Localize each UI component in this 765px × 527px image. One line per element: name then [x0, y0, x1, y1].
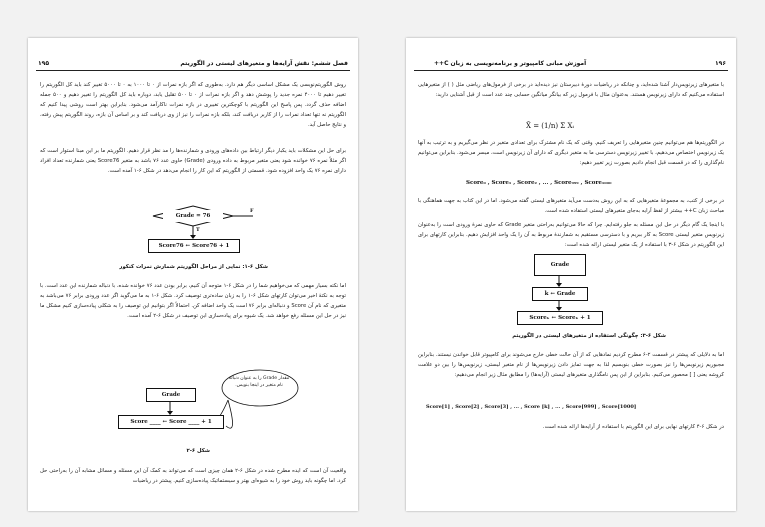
box-k-assign: k ← Grade — [532, 287, 588, 301]
box-score-blank-increment: Score ____ ← Score ____ + 1 — [118, 415, 224, 429]
box-grade-input: Grade — [146, 388, 196, 402]
label-false: F — [250, 208, 254, 214]
caption-figure-6-3: شکل ۶-۳: چگونگی استفاده از متغیرهای لیستی در الگوریتم — [512, 333, 666, 339]
right-paragraph-5: اما به دلایلی که پیشتر در قسمت ۲-۶ مطرح کردیم نمادهایی که از آن حالت خطی خارج می‌شوند برای کامپیوتر قابل خواندن نیستند. بنابراین مجبوریم زیرنویس‌ها را نیز بصورت خطی بنویسیم لذا به جهت تمایز دادن زیرنویس‌ها از نام متغیر لیستی، زیرنویس‌ها را بین دو علامت کروشه یعنی [ ] محصور می‌کنیم. بنابراین از این پس نامگذاری متغیرهای لیستی (آرایه‌ها) را مطابق مثال زیر انجام می‌دهیم: — [418, 352, 724, 378]
left-page-header-title: فصل ششم: نقش آرایه‌ها و متغیرهای لیستی در الگوریتم — [180, 60, 348, 67]
caption-figure-6-1: شکل ۶-۱: نمایی از مراحل الگوریتم شمارش نمرات کنکور — [119, 264, 268, 270]
box-grade-read: Grade — [534, 254, 586, 276]
right-page-number: ۱۹۶ — [715, 60, 726, 67]
right-paragraph-2: در الگوریتم‌ها هم می‌توانیم چنین متغیرهایی را تعریف کنیم. وقتی که یک نام مشترک برای تعدادی متغیر در نظر می‌گیریم و به ترتیب به آنها یک زیرنویس اختصاص می‌دهیم، با تغییر زیرنویس دسترسی ما به متغیر دیگری که دارای آن زیرنویس است، میسر می‌شود. بنابراین می‌توانیم نام‌گذاری را که در قسمت قبل انجام دادیم بصورت زیر تغییر دهیم: — [418, 140, 724, 166]
score-array-list: Score[1] , Score[2] , Score[3] , ... , Score [k] , ... , Score[999] , Score[1000] — [426, 404, 637, 410]
box-score76-increment: Score76 ← Score76 + 1 — [148, 239, 240, 253]
left-paragraph-3: اما نکته بسیار مهمی که می‌خواهیم شما را در شکل ۶-۱ متوجه آن کنیم، برابر بودن عدد ۷۶ خوانده شده، با دنباله شمارنده این عدد است. با توجه به نکتهٔ اخیر می‌توان کارتهای شکل ۶-۱ را به زبان ساده‌تری توصیف کرد. شکل ۶-۱ به ما می‌گوید اگر عدد ورودی برابر ۷۶ می‌باشد به متغیری که نام آن Score و دنباله‌ای برابر ۷۶ است یک واحد اضافه کن. احتمالاً اگر بتوانیم این توصیف را به شکلی پیاده‌سازی کنیم مشکل ما نیز در حل این مسئله رفع خواهد شد. یک شیوه برای پیاده‌سازی این توصیف در شکل ۶-۲ آمده است. — [40, 283, 346, 319]
left-page — [28, 38, 358, 511]
figure-6-2-lines — [28, 38, 358, 511]
caption-figure-6-2: شکل ۶-۲ — [186, 448, 210, 454]
mean-formula: X̄ = (1/n) Σ Xᵢ — [526, 122, 574, 130]
left-paragraph-1: روش الگوریتم‌نویسی یک مشکل اساسی دیگر هم دارد. به‌طوری که اگر بازه نمرات از ۰ تا ۱۰۰۰ به ۰ تا ۵۰۰۰ تغییر کند باید کل الگوریتم را تغییر دهیم تا ۴۰۰۰ نمره جدید را پوشش دهد و اگر بازه نمرات از ۰ تا ۵۰۰ تقلیل یابد، دوباره باید کل الگوریتم را تغییر دهیم و ۵۰۰ جمله اضافه حذف گردد. پس پاسخ این الگوریتم با کوچکترین تغییری در بازه نمرات ناکارآمد می‌شود. بنابراین بهتر است روشی پیدا کنیم که الگوریتم نه تنها تعداد نمرات را از کاربر دریافت کند، بلکه بازه نمرات را نیز از وی دریافت کند و بر اساس آن بازه، روند الگوریتم پیش رفته، و نتایج حاصل آید. — [40, 82, 346, 128]
decision-diamond-grade-76: Grade = 76 — [163, 210, 223, 222]
right-paragraph-6: در شکل ۶-۴ کارتهای نهایی برای این الگوریتم با استفاده از آرایه‌ها ارائه شده است. — [542, 424, 724, 430]
cloud-note: مقدار Grade را به عنوان دنباله نام متغیر در اینجا بنویس. — [228, 376, 290, 388]
right-page — [406, 38, 736, 511]
score-variable-list: Score₀ , Score₁ , Score₂ , ... , Score₉₉₉ , Score₁₀₀₀ — [466, 180, 612, 186]
right-page-header-title: آموزش مبانی کامپیوتر و برنامه‌نویسی به زبان C++ — [434, 60, 587, 67]
right-paragraph-4: با اینجا یک گام دیگر در حل این مسئله به جلو رفته‌ایم. چرا که حالا می‌توانیم به‌راحتی متغیر Grade که حاوی نمرهٔ ورودی است را به‌عنوان زیرنویس متغیر لیستی Score به کار ببریم و با دسترسی مستقیم به شمارندهٔ مربوط به آن را یک واحد افزایش دهیم. بنابراین کارتهای برای این الگوریتم در شکل ۶-۳ با استفاده از یک متغیر لیستی ارائه شده است: — [418, 222, 724, 248]
label-true: T — [196, 227, 200, 233]
left-paragraph-4: واقعیت آن است که ایده مطرح شده در شکل ۶-۲ همان چیزی است که می‌تواند به کمک آن این مسئله و مسائل مشابه آن را به‌راحتی حل کرد. اما چگونه باید روش خود را به شیوه‌ای بهتر و سیستماتیک پیاده‌سازی کنیم. پیشتر در ریاضیات — [40, 468, 347, 484]
left-page-number: ۱۹۵ — [38, 60, 49, 67]
box-score-k-increment: Scoreₖ ← Scoreₖ + 1 — [517, 311, 603, 325]
right-paragraph-1: با متغیرهای زیرنویس‌دار آشنا شده‌اید، و چنانکه در ریاضیات دورهٔ دبیرستان نیز دیده‌اید در برخی از فرمول‌های ریاضی مثل ( ) از متغیرهایی استفاده می‌کنیم که دارای زیرنویس هستند. به‌عنوان مثال با فرمول زیر که بیانگر میانگین حسابی چند عدد است از قبل آشنایی دارید: — [418, 82, 724, 98]
left-paragraph-2: برای حل این مشکلات باید یکبار دیگر ارتباط بین داده‌های ورودی و شمارنده‌ها را مد نظر قرار دهیم. الگوریتم ما بر این مبنا استوار است که اگر مثلاً نمره ۷۶ خوانده شود یعنی متغیر مربوط به داده ورودی (Grade) حاوی عدد ۷۶ باشد به متغیر Score76 یعنی شمارنده تعداد افراد دارای نمره ۷۶ یک واحد افزوده شود. قسمتی از الگوریتم که این کار را انجام می‌دهد در شکل ۶-۱ آمده است. — [40, 148, 346, 174]
right-paragraph-3: در برخی از کتب، به مجموعهٔ متغیرهایی که به این روش به‌دست می‌آید متغیرهای لیستی گفته می‌شود. اما در این کتاب به جهت هماهنگی با مباحث زبان C++ بیشتر از لفظ آرایه به‌جای متغیرهای لیستی استفاده شده است. — [418, 198, 724, 214]
